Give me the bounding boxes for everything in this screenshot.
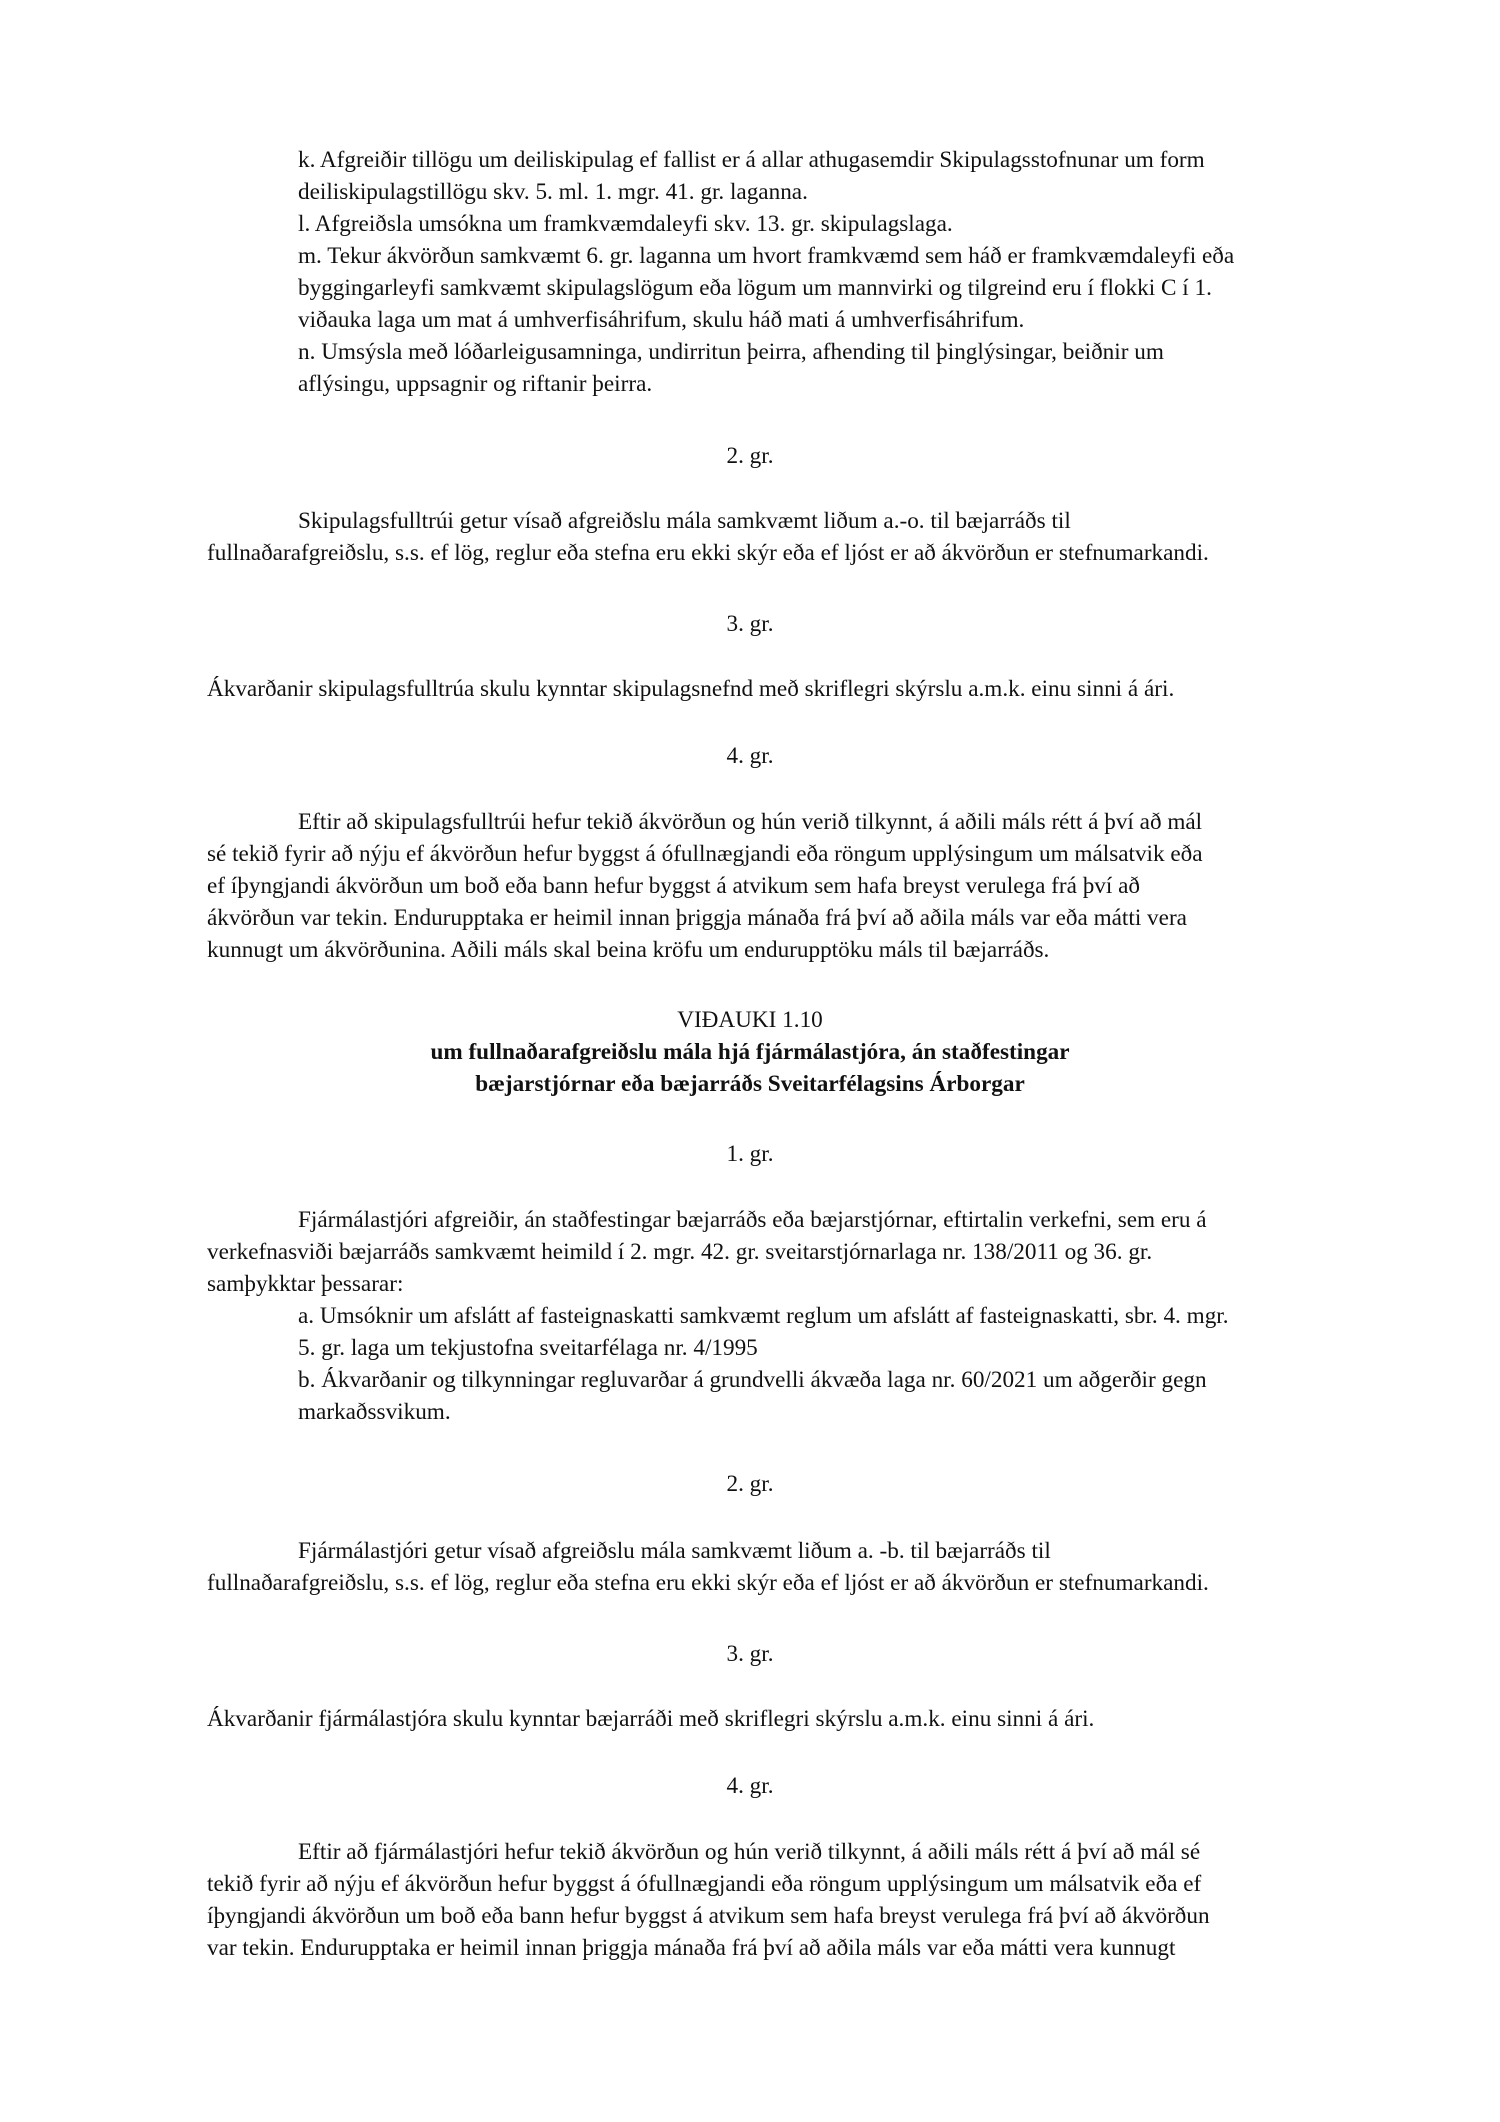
article-heading: 3. gr. [726, 611, 774, 637]
paragraph-line: Eftir að skipulagsfulltrúi hefur tekið ákvörðun og hún verið tilkynnt, á aðili máls rétt á því að mál [298, 809, 1203, 835]
paragraph-line: tekið fyrir að nýju ef ákvörðun hefur byggst á ófullnægjandi eða röngum upplýsingum um málsatvik eða ef [207, 1871, 1202, 1897]
list-item-l: l. Afgreiðsla umsókna um framkvæmdaleyfi skv. 13. gr. skipulagslaga. [298, 211, 953, 237]
article-heading: 4. gr. [726, 1773, 774, 1799]
list-item-k: k. Afgreiðir tillögu um deiliskipulag ef fallist er á allar athugasemdir Skipulagsstofnunar um form [298, 147, 1205, 173]
paragraph-line: Eftir að fjármálastjóri hefur tekið ákvörðun og hún verið tilkynnt, á aðili máls rétt á því að mál sé [298, 1839, 1201, 1865]
list-item-m: m. Tekur ákvörðun samkvæmt 6. gr. laganna um hvort framkvæmd sem háð er framkvæmdaleyfi eða [298, 243, 1235, 269]
article-heading: 2. gr. [726, 1471, 774, 1497]
paragraph-line: fullnaðarafgreiðslu, s.s. ef lög, reglur eða stefna eru ekki skýr eða ef ljóst er að ákvörðun er stefnumarkandi. [207, 540, 1209, 566]
list-item-a-cont: 5. gr. laga um tekjustofna sveitarfélaga nr. 4/1995 [298, 1335, 758, 1361]
paragraph-line: Fjármálastjóri getur vísað afgreiðslu mála samkvæmt liðum a. -b. til bæjarráðs til [298, 1538, 1051, 1564]
paragraph-line: Ákvarðanir fjármálastjóra skulu kynntar bæjarráði með skriflegri skýrslu a.m.k. einu sinni á ári. [207, 1706, 1095, 1732]
appendix-subtitle: bæjarstjórnar eða bæjarráðs Sveitarfélagsins Árborgar [475, 1071, 1025, 1097]
paragraph-line: sé tekið fyrir að nýju ef ákvörðun hefur byggst á ófullnægjandi eða röngum upplýsingum um málsatvik eða [207, 841, 1203, 867]
appendix-title: VIÐAUKI 1.10 [677, 1007, 823, 1033]
list-item-k-cont: deiliskipulagstillögu skv. 5. ml. 1. mgr. 41. gr. laganna. [298, 179, 808, 205]
list-item-b: b. Ákvarðanir og tilkynningar regluvarðar á grundvelli ákvæða laga nr. 60/2021 um aðgerðir gegn [298, 1367, 1207, 1393]
paragraph-line: Fjármálastjóri afgreiðir, án staðfestingar bæjarráðs eða bæjarstjórnar, eftirtalin verkefni, sem eru á [298, 1207, 1207, 1233]
paragraph-line: íþyngjandi ákvörðun um boð eða bann hefur byggst á atvikum sem hafa breyst verulega frá því að ákvörðun [207, 1903, 1210, 1929]
paragraph-line: ákvörðun var tekin. Endurupptaka er heimil innan þriggja mánaða frá því að aðila máls var eða mátti vera [207, 905, 1187, 931]
list-item-n-cont: aflýsingu, uppsagnir og riftanir þeirra. [298, 371, 653, 397]
paragraph-line: var tekin. Endurupptaka er heimil innan þriggja mánaða frá því að aðila máls var eða mátti vera kunnugt [207, 1935, 1176, 1961]
paragraph-line: Ákvarðanir skipulagsfulltrúa skulu kynntar skipulagsnefnd með skriflegri skýrslu a.m.k. einu sinni á ári. [207, 676, 1175, 702]
paragraph-line: kunnugt um ákvörðunina. Aðili máls skal beina kröfu um endurupptöku máls til bæjarráðs. [207, 937, 1050, 963]
paragraph-line: ef íþyngjandi ákvörðun um boð eða bann hefur byggst á atvikum sem hafa breyst verulega frá því að [207, 873, 1141, 899]
paragraph-line: verkefnasviði bæjarráðs samkvæmt heimild í 2. mgr. 42. gr. sveitarstjórnarlaga nr. 138/2011 og 36. gr. [207, 1239, 1153, 1265]
list-item-m-cont: viðauka laga um mat á umhverfisáhrifum, skulu háð mati á umhverfisáhrifum. [298, 307, 1025, 333]
list-item-a: a. Umsóknir um afslátt af fasteignaskatti samkvæmt reglum um afslátt af fasteignaskatti, sbr. 4. mgr. [298, 1303, 1229, 1329]
list-item-m-cont: byggingarleyfi samkvæmt skipulagslögum eða lögum um mannvirki og tilgreind eru í flokki C í 1. [298, 275, 1212, 301]
paragraph-line: fullnaðarafgreiðslu, s.s. ef lög, reglur eða stefna eru ekki skýr eða ef ljóst er að ákvörðun er stefnumarkandi. [207, 1570, 1209, 1596]
article-heading: 1. gr. [726, 1141, 774, 1167]
paragraph-line: Skipulagsfulltrúi getur vísað afgreiðslu mála samkvæmt liðum a.-o. til bæjarráðs til [298, 508, 1071, 534]
list-item-n: n. Umsýsla með lóðarleigusamninga, undirritun þeirra, afhending til þinglýsingar, beiðnir um [298, 339, 1164, 365]
article-heading: 2. gr. [726, 443, 774, 469]
paragraph-line: samþykktar þessarar: [207, 1271, 404, 1297]
list-item-b-cont: markaðssvikum. [298, 1399, 451, 1425]
appendix-subtitle: um fullnaðarafgreiðslu mála hjá fjármálastjóra, án staðfestingar [430, 1039, 1070, 1065]
article-heading: 4. gr. [726, 743, 774, 769]
article-heading: 3. gr. [726, 1641, 774, 1667]
